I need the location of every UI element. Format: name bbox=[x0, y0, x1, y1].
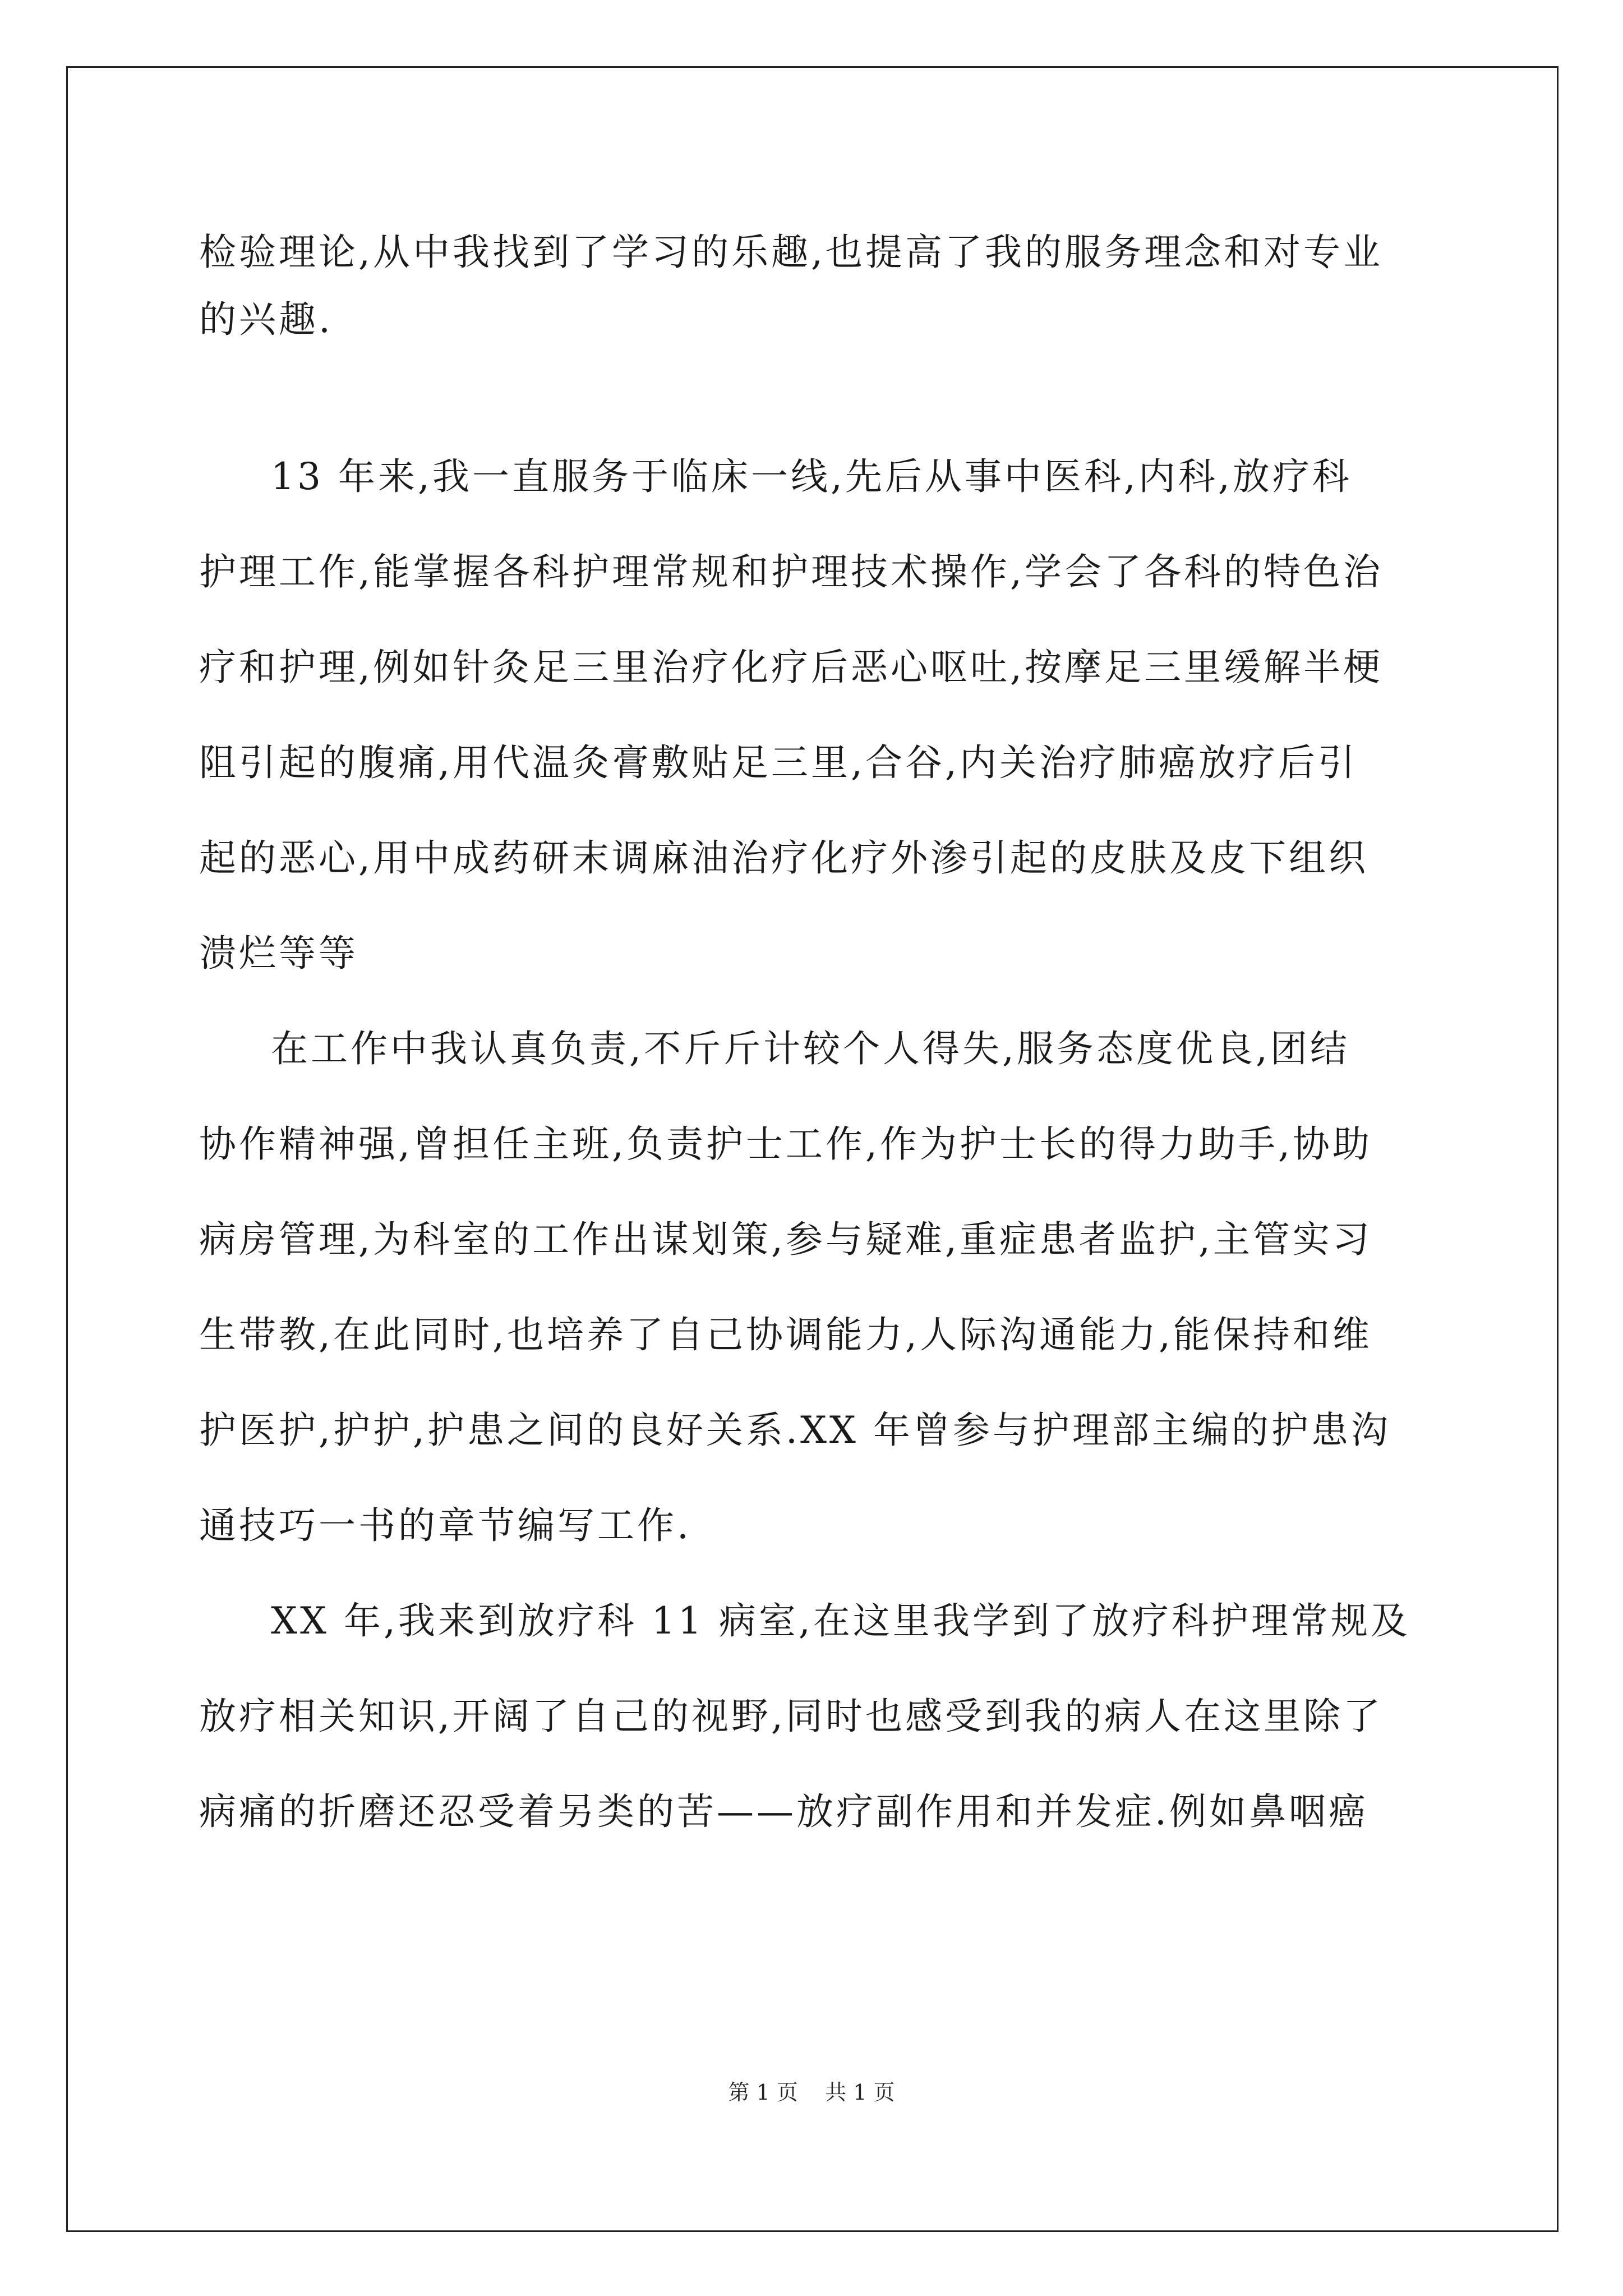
paragraph-first-line: XX 年,我来到放疗科 11 病室,在这里我学到了放疗科护理常规及 bbox=[271, 1599, 1410, 1642]
text-line: 溃烂等等 bbox=[199, 932, 358, 975]
text-line: 疗和护理,例如针灸足三里治疗化疗后恶心呕吐,按摩足三里缓解半梗 bbox=[199, 646, 1383, 689]
text-line: 的兴趣. bbox=[199, 298, 333, 341]
text-line: 病痛的折磨还忍受着另类的苦——放疗副作用和并发症.例如鼻咽癌 bbox=[199, 1790, 1368, 1833]
paragraph-first-line: 13 年来,我一直服务于临床一线,先后从事中医科,内科,放疗科 bbox=[271, 455, 1352, 498]
text-line: 阻引起的腹痛,用代温灸膏敷贴足三里,合谷,内关治疗肺癌放疗后引 bbox=[199, 741, 1358, 784]
text-line: 护医护,护护,护患之间的良好关系.XX 年曾参与护理部主编的护患沟 bbox=[199, 1409, 1391, 1452]
text-line: 起的恶心,用中成药研末调麻油治疗化疗外渗引起的皮肤及皮下组织 bbox=[199, 836, 1368, 880]
page-footer: 第 1 页 共 1 页 bbox=[728, 2080, 895, 2105]
text-line: 放疗相关知识,开阔了自己的视野,同时也感受到我的病人在这里除了 bbox=[199, 1695, 1383, 1738]
text-line: 通技巧一书的章节编写工作. bbox=[199, 1504, 691, 1547]
text-line: 病房管理,为科室的工作出谋划策,参与疑难,重症患者监护,主管实习 bbox=[199, 1218, 1372, 1261]
paragraph-first-line: 在工作中我认真负责,不斤斤计较个人得失,服务态度优良,团结 bbox=[271, 1027, 1350, 1070]
text-line: 护理工作,能掌握各科护理常规和护理技术操作,学会了各科的特色治 bbox=[199, 550, 1383, 593]
text-line: 检验理论,从中我找到了学习的乐趣,也提高了我的服务理念和对专业 bbox=[199, 231, 1383, 274]
text-line: 协作精神强,曾担任主班,负责护士工作,作为护士长的得力助手,协助 bbox=[199, 1122, 1372, 1166]
text-line: 生带教,在此同时,也培养了自己协调能力,人际沟通能力,能保持和维 bbox=[199, 1313, 1372, 1356]
